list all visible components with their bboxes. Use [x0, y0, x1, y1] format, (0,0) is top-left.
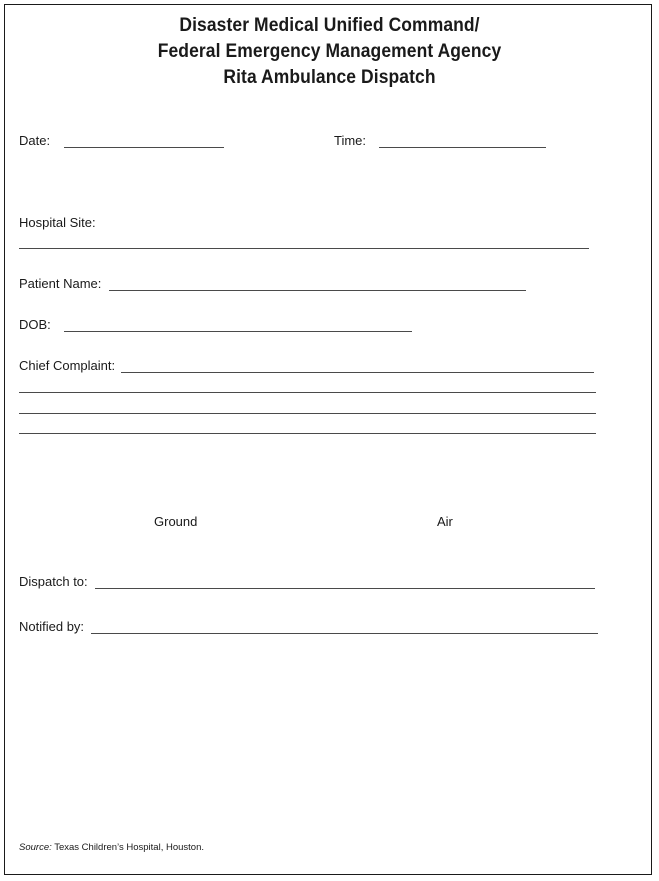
notified-by-field-line[interactable]: [91, 633, 598, 634]
form-title-line-3: Rita Ambulance Dispatch: [223, 67, 436, 88]
patient-name-label: Patient Name:: [19, 276, 102, 291]
ground-option[interactable]: Ground: [154, 514, 198, 529]
chief-complaint-label: Chief Complaint:: [19, 358, 116, 373]
chief-complaint-field-line-1[interactable]: [121, 372, 594, 373]
hospital-site-field-line[interactable]: [19, 248, 589, 249]
source-label: Source:: [19, 842, 52, 853]
form-title-line-2: Federal Emergency Management Agency: [157, 41, 502, 62]
time-field-line[interactable]: [379, 147, 546, 148]
chief-complaint-field-line-4[interactable]: [19, 433, 596, 434]
dispatch-to-field-line[interactable]: [95, 588, 595, 589]
air-option[interactable]: Air: [437, 514, 453, 529]
patient-name-field-line[interactable]: [109, 290, 526, 291]
form-title-line-1: Disaster Medical Unified Command/: [179, 15, 480, 36]
notified-by-label: Notified by:: [19, 619, 85, 634]
dispatch-to-label: Dispatch to:: [19, 574, 88, 589]
hospital-site-label: Hospital Site:: [19, 215, 96, 230]
chief-complaint-field-line-2[interactable]: [19, 392, 596, 393]
time-label: Time:: [334, 133, 367, 148]
chief-complaint-field-line-3[interactable]: [19, 413, 596, 414]
dob-field-line[interactable]: [64, 331, 412, 332]
source-text: Texas Children’s Hospital, Houston.: [54, 842, 205, 853]
date-label: Date:: [19, 133, 51, 148]
source-note: [19, 842, 204, 853]
date-field-line[interactable]: [64, 147, 224, 148]
dob-label: DOB:: [19, 317, 51, 332]
form-border: [4, 4, 652, 875]
